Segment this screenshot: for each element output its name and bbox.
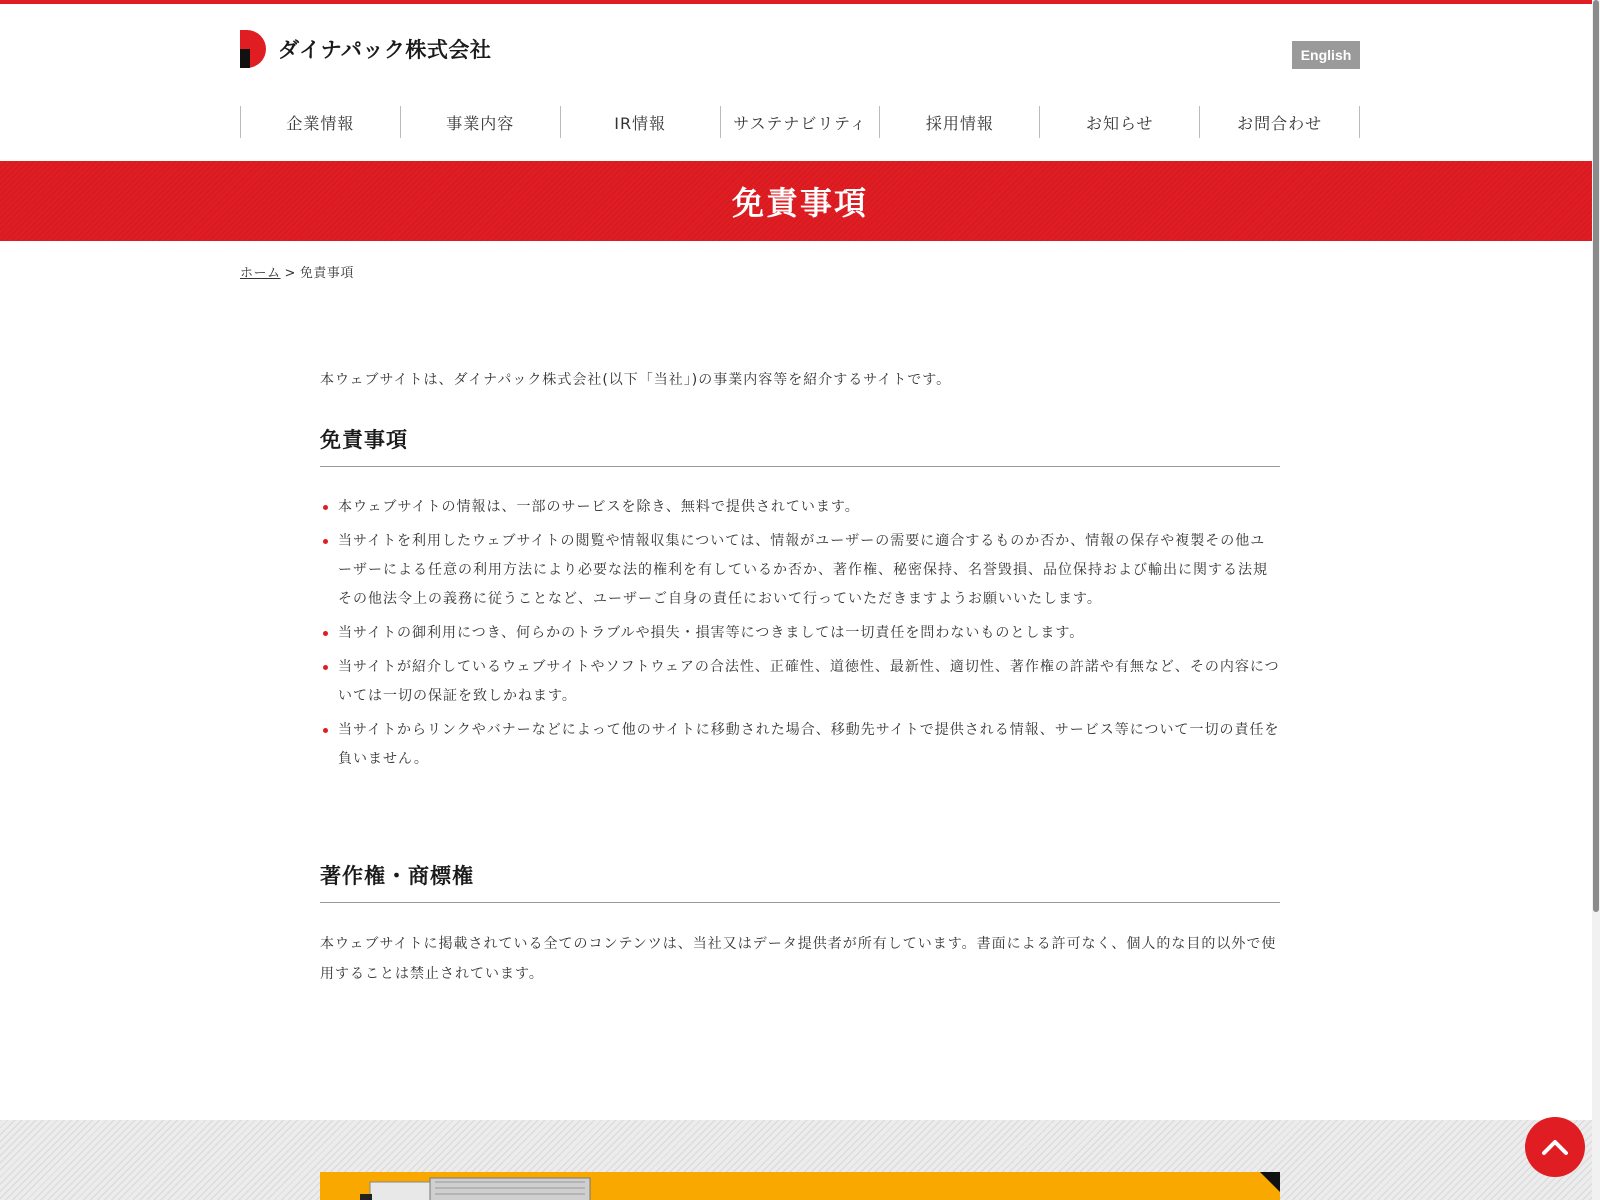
breadcrumb-separator: > — [284, 266, 296, 281]
global-nav — [240, 106, 1360, 138]
truck-image — [360, 1176, 620, 1200]
list-item: 当サイトからリンクやバナーなどによって他のサイトに移動された場合、移動先サイトで提供される情報、サービス等について一切の責任を負いません。 — [320, 716, 1280, 774]
section-heading-disclaimer: 免責事項 — [320, 424, 1280, 467]
banner-corner — [1260, 1172, 1280, 1192]
chevron-up-icon — [1540, 1137, 1570, 1157]
nav-item-business[interactable]: 事業内容 — [401, 106, 561, 138]
back-to-top-button[interactable] — [1525, 1117, 1585, 1177]
nav-item-recruit[interactable]: 採用情報 — [880, 106, 1040, 138]
list-item: 当サイトの御利用につき、何らかのトラブルや損失・損害等につきましては一切責任を問わないものとします。 — [320, 619, 1280, 648]
logo-text: ダイナパック株式会社 — [278, 38, 492, 62]
scrollbar[interactable] — [1592, 0, 1600, 1200]
english-button[interactable]: English — [1292, 41, 1360, 69]
top-accent-line — [0, 0, 1600, 4]
intro-text: 本ウェブサイトは、ダイナパック株式会社(以下「当社」)の事業内容等を紹介するサイトです。 — [320, 372, 952, 388]
site-logo[interactable] — [240, 30, 491, 68]
nav-item-company[interactable]: 企業情報 — [241, 106, 401, 138]
nav-item-ir[interactable]: IR情報 — [561, 106, 721, 138]
nav-item-contact[interactable]: お問合わせ — [1200, 106, 1360, 138]
breadcrumb — [240, 262, 354, 281]
disclaimer-list — [320, 493, 1280, 774]
page-hero — [0, 161, 1600, 241]
list-item: 本ウェブサイトの情報は、一部のサービスを除き、無料で提供されています。 — [320, 493, 1280, 522]
nav-item-sustainability[interactable]: サステナビリティ — [721, 106, 881, 138]
page-title: 免責事項 — [731, 184, 868, 222]
copyright-text: 本ウェブサイトに掲載されている全てのコンテンツは、当社又はデータ提供者が所有しています。書面による許可なく、個人的な目的以外で使用することは禁止されています。 — [320, 936, 1277, 982]
breadcrumb-current: 免責事項 — [299, 266, 354, 281]
footer-banner[interactable] — [320, 1172, 1280, 1200]
list-item: 当サイトを利用したウェブサイトの閲覧や情報収集については、情報がユーザーの需要に適合するものか否か、情報の保存や複製その他ユーザーによる任意の利用方法により必要な法的権利を有しているか否か、著作権、秘密保持、名誉毀損、品位保持および輸出に関する法規その他法令上の義務に従うことなど、ユーザーご自身の責任において行っていただきますようお願いいたします。 — [320, 527, 1280, 614]
nav-item-news[interactable]: お知らせ — [1040, 106, 1200, 138]
list-item: 当サイトが紹介しているウェブサイトやソフトウェアの合法性、正確性、道徳性、最新性、適切性、著作権の許諾や有無など、その内容については一切の保証を致しかねます。 — [320, 653, 1280, 711]
logo-mark-icon — [240, 30, 266, 68]
breadcrumb-home-link[interactable]: ホーム — [240, 266, 281, 281]
main-content — [320, 368, 1280, 989]
scrollbar-thumb[interactable] — [1593, 0, 1599, 912]
section-heading-copyright: 著作権・商標権 — [320, 860, 1280, 903]
